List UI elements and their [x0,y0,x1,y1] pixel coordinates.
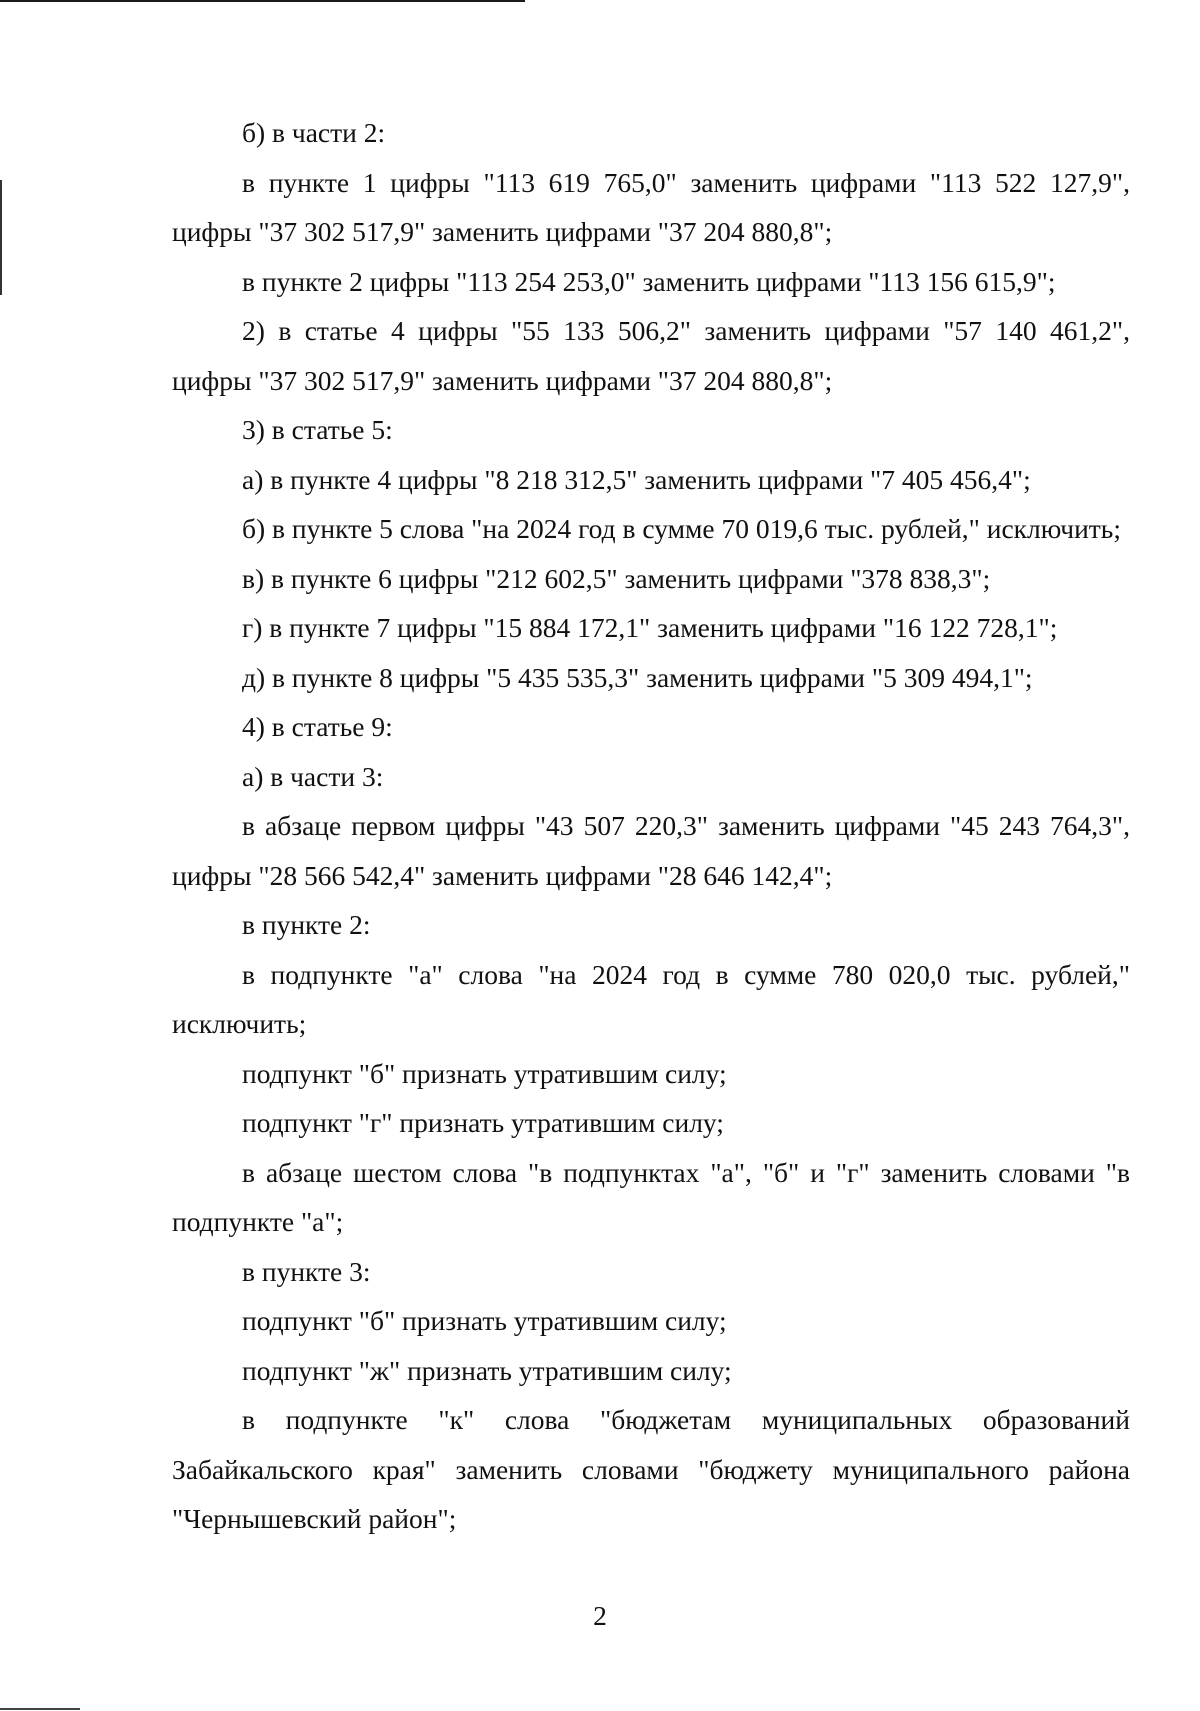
paragraph: подпункт "б" признать утратившим силу; [242,1057,727,1089]
paragraph: 2) в статье 4 цифры "55 133 506,2" заменить цифрами "57 140 461,2", цифры "37 302 517,9" заменить цифрами "37 204 880,8"; [172,315,1130,396]
page-number: 2 [593,1600,607,1631]
paragraph: б) в части 2: [242,117,386,148]
paragraph: в абзаце шестом слова "в подпунктах "а", "б" и "г" заменить словами "в подпункте "а"; [172,1156,1130,1237]
paragraph: подпункт "ж" признать утратившим силу; [242,1354,732,1386]
paragraph: а) в пункте 4 цифры "8 218 312,5" заменить цифрами "7 405 456,4"; [242,463,1031,495]
paragraph: а) в части 3: [242,760,384,792]
paragraph: в пункте 1 цифры "113 619 765,0" заменить цифрами "113 522 127,9", цифры "37 302 517,9" заменить цифрами "37 204 880,8"; [172,166,1130,247]
paragraph: подпункт "б" признать утратившим силу; [242,1305,727,1336]
paragraph: г) в пункте 7 цифры "15 884 172,1" заменить цифрами "16 122 728,1"; [242,612,1058,643]
scan-edge-left [0,180,2,295]
paragraph: в пункте 2: [242,909,371,940]
paragraph: д) в пункте 8 цифры "5 435 535,3" заменить цифрами "5 309 494,1"; [242,661,1033,693]
paragraph: в подпункте "к" слова "бюджетам муниципальных образований Забайкальского края" заменить словами "бюджету муниципального района "Чернышевский район"; [172,1404,1130,1534]
scan-edge-bottom [0,1708,80,1710]
paragraph: в пункте 2 цифры "113 254 253,0" заменить цифрами "113 156 615,9"; [242,265,1056,297]
paragraph: в пункте 3: [242,1255,371,1287]
paragraph: 3) в статье 5: [242,414,393,445]
paragraph: в) в пункте 6 цифры "212 602,5" заменить цифрами "378 838,3"; [242,562,991,594]
paragraph: б) в пункте 5 слова "на 2024 год в сумме 70 019,6 тыс. рублей," исключить; [242,513,1121,544]
paragraph: 4) в статье 9: [242,711,393,742]
paragraph: в подпункте "а" слова "на 2024 год в сумме 780 020,0 тыс. рублей," исключить; [172,958,1130,1039]
paragraph: подпункт "г" признать утратившим силу; [242,1107,724,1138]
paragraph: в абзаце первом цифры "43 507 220,3" заменить цифрами "45 243 764,3", цифры "28 566 542,4" заменить цифрами "28 646 142,4"; [172,810,1130,891]
document-body [172,108,1130,1544]
scan-edge-top [0,0,525,2]
